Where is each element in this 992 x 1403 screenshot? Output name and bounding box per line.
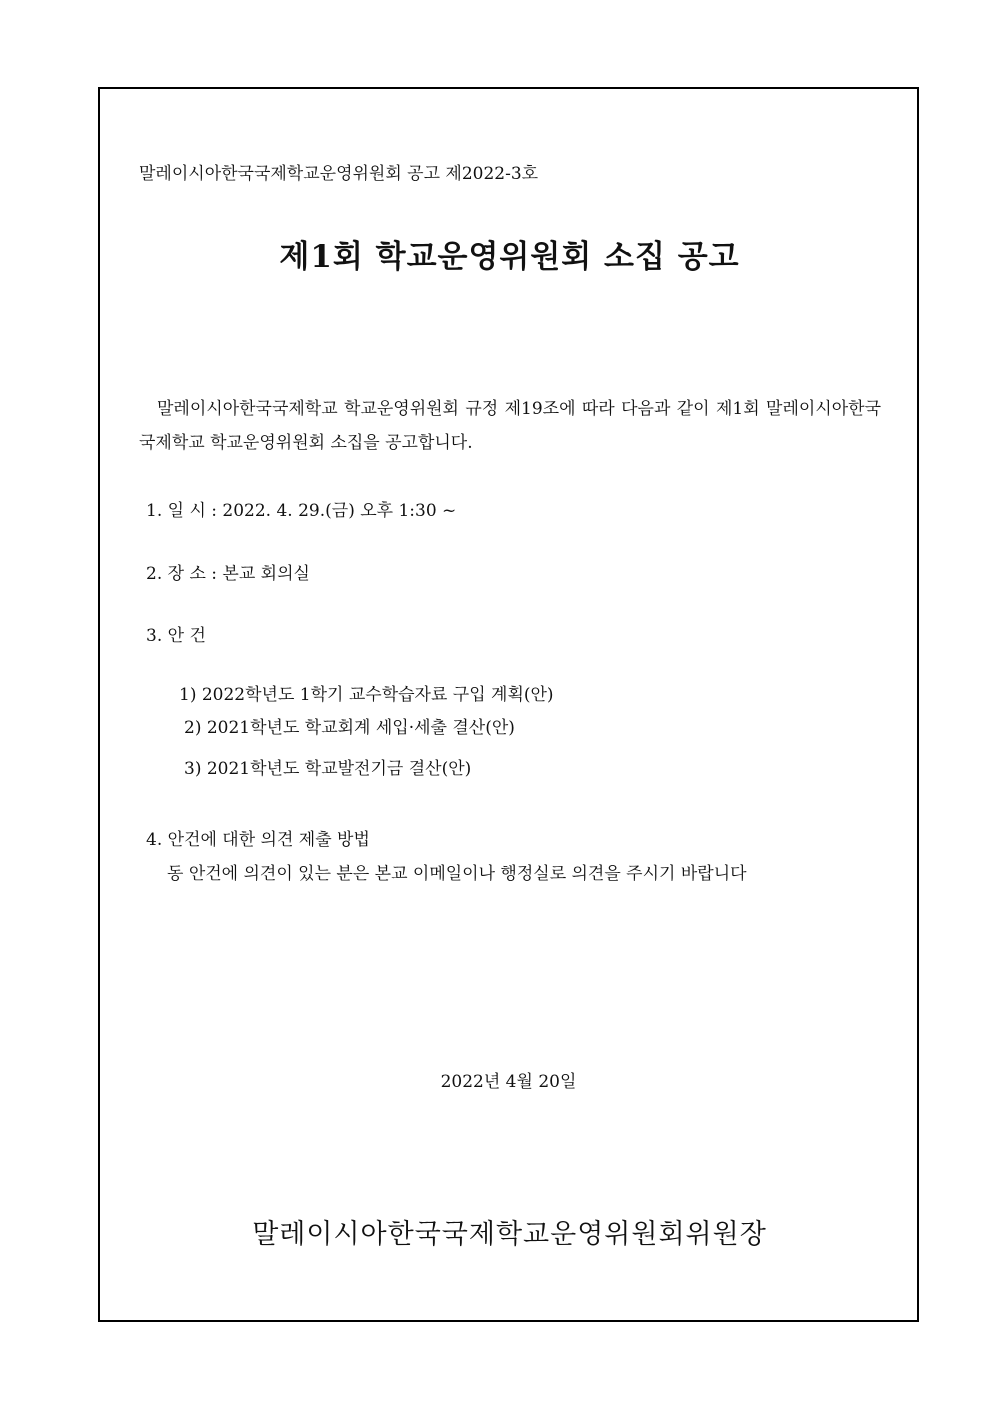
agenda-item: 1) 2022학년도 1학기 교수학습자료 구입 계획(안) — [179, 685, 554, 705]
agenda-item: 2) 2021학년도 학교회계 세입·세출 결산(안) — [184, 718, 515, 738]
notice-number: 말레이시아한국국제학교운영위원회 공고 제2022-3호 — [139, 164, 539, 184]
signature: 말레이시아한국국제학교운영위원회위원장 — [252, 1219, 767, 1250]
opinion-text: 동 안건에 의견이 있는 분은 본교 이메일이나 행정실로 의견을 주시기 바랍니다 — [167, 864, 747, 884]
opinion-heading: 4. 안건에 대한 의견 제출 방법 — [146, 830, 370, 850]
notice-date: 2022년 4월 20일 — [440, 1072, 577, 1092]
schedule-item: 1. 일 시 : 2022. 4. 29.(금) 오후 1:30 ~ — [146, 501, 457, 521]
document-title: 제1회 학교운영위원회 소집 공고 — [279, 239, 740, 275]
agenda-heading: 3. 안 건 — [146, 626, 206, 646]
place-item: 2. 장 소 : 본교 회의실 — [146, 564, 310, 584]
agenda-item: 3) 2021학년도 학교발전기금 결산(안) — [184, 759, 472, 779]
intro-paragraph: 말레이시아한국국제학교 학교운영위원회 규정 제19조에 따라 다음과 같이 제1회 말레이시아한국국제학교 학교운영위원회 소집을 공고합니다. — [139, 399, 881, 453]
